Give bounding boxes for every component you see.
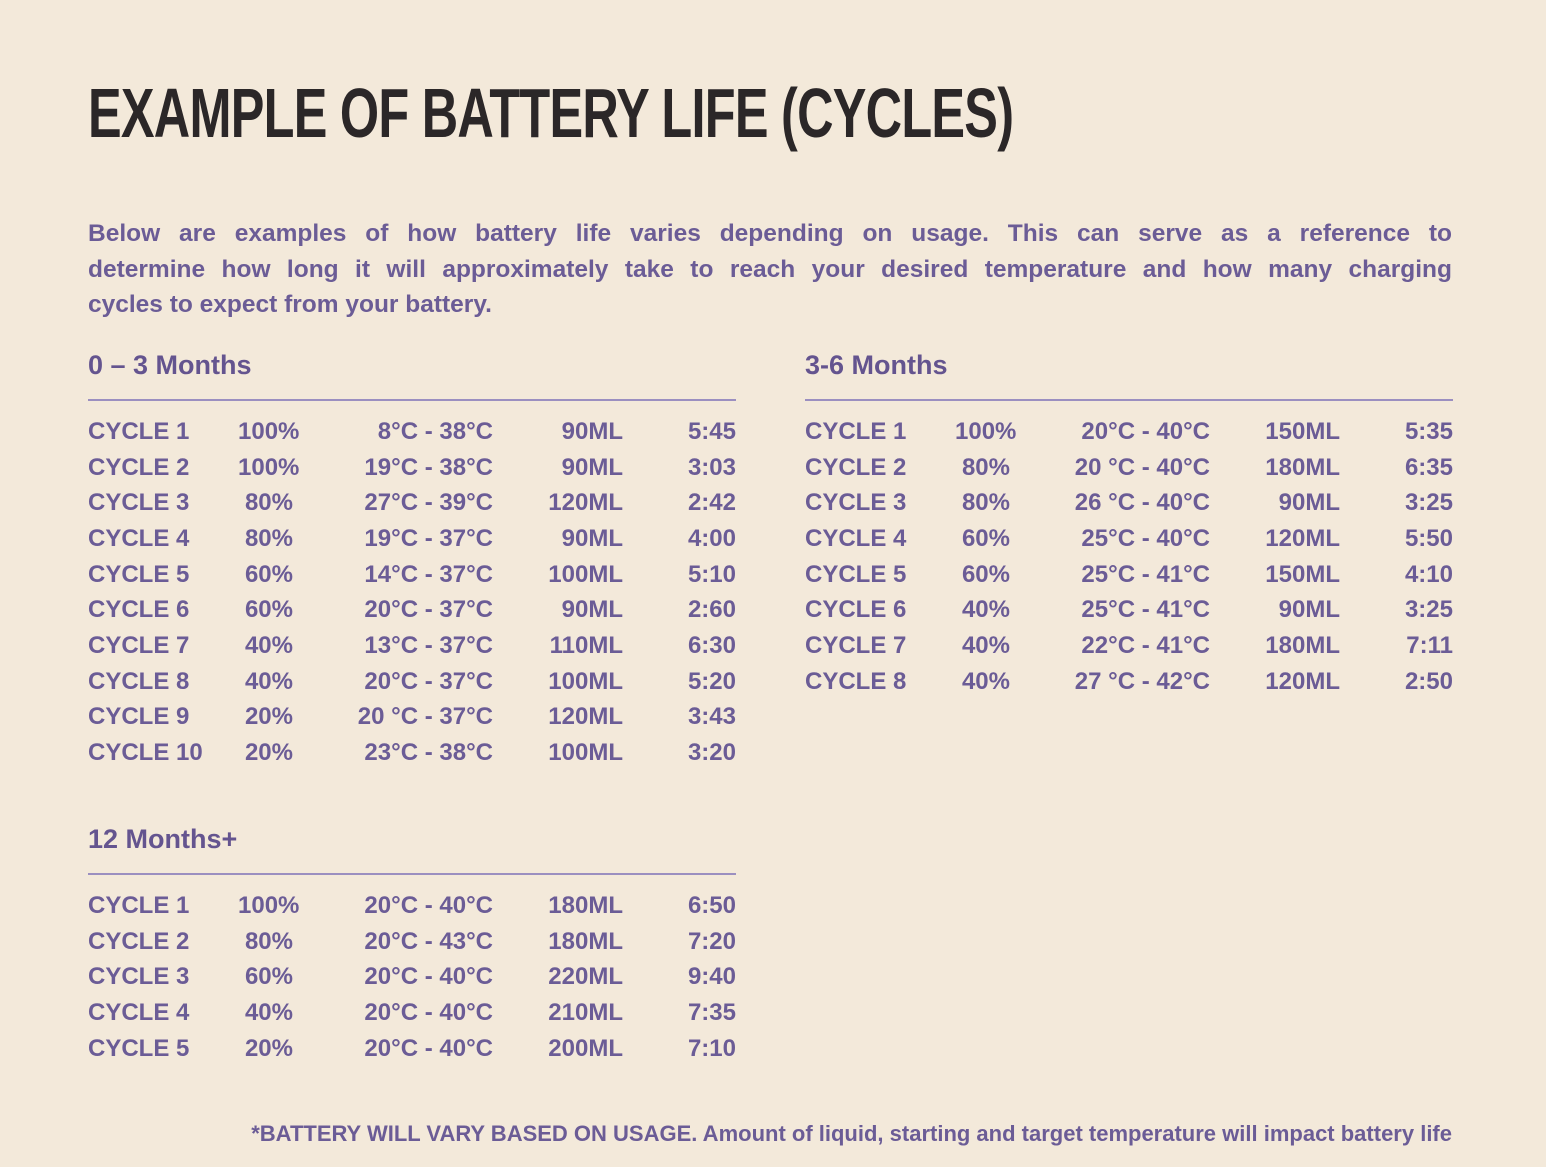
temperature-range: 14°C - 37°C	[364, 560, 493, 588]
temperature-range: 25°C - 41°C	[1081, 560, 1210, 588]
table-row	[88, 1031, 736, 1067]
liquid-volume: 90ML	[1278, 596, 1340, 624]
cycle-label: CYCLE 4	[88, 998, 190, 1026]
section-heading: 0 – 3 Months	[88, 350, 252, 380]
liquid-volume: 100ML	[548, 667, 623, 695]
liquid-volume: 220ML	[548, 963, 623, 991]
temperature-range: 25°C - 40°C	[1081, 524, 1210, 552]
temperature-range: 20°C - 40°C	[364, 998, 493, 1026]
cycle-label: CYCLE 1	[88, 891, 190, 919]
liquid-volume: 110ML	[549, 631, 623, 659]
table-row	[88, 414, 736, 450]
liquid-volume: 180ML	[548, 927, 623, 955]
battery-percent: 40%	[961, 667, 1010, 695]
charge-time: 7:35	[687, 998, 736, 1026]
section-0-3-months	[88, 350, 736, 771]
section-heading: 12 Months+	[88, 824, 238, 854]
table-row	[88, 995, 736, 1031]
liquid-volume: 100ML	[548, 560, 623, 588]
table-row	[805, 450, 1453, 486]
table-row	[88, 485, 736, 521]
charge-time: 2:42	[687, 489, 736, 517]
battery-percent: 100%	[955, 417, 1017, 445]
table-row	[88, 888, 736, 924]
charge-time: 5:45	[687, 417, 736, 445]
charge-time: 6:30	[687, 631, 736, 659]
section-12-months-plus	[88, 824, 736, 1066]
temperature-range: 19°C - 37°C	[364, 524, 493, 552]
temperature-range: 27°C - 39°C	[364, 489, 493, 517]
section-divider	[88, 399, 736, 401]
battery-percent: 60%	[961, 524, 1010, 552]
battery-percent: 60%	[244, 596, 293, 624]
temperature-range: 20°C - 43°C	[364, 927, 493, 955]
charge-time: 3:03	[687, 453, 736, 481]
charge-time: 7:20	[687, 927, 736, 955]
liquid-volume: 120ML	[1265, 524, 1340, 552]
charge-time: 5:10	[687, 560, 736, 588]
temperature-range: 26 °C - 40°C	[1074, 489, 1210, 517]
battery-percent: 80%	[961, 489, 1010, 517]
cycle-table	[88, 888, 736, 1066]
intro-paragraph	[88, 216, 1452, 323]
liquid-volume: 150ML	[1265, 417, 1340, 445]
battery-percent: 60%	[244, 560, 293, 588]
charge-time: 7:10	[687, 1034, 736, 1062]
table-row	[805, 485, 1453, 521]
charge-time: 3:20	[687, 739, 736, 767]
cycle-label: CYCLE 6	[805, 596, 907, 624]
table-row	[88, 557, 736, 593]
table-row	[805, 664, 1453, 700]
section-divider	[805, 399, 1453, 401]
table-row	[88, 700, 736, 736]
cycle-label: CYCLE 2	[88, 927, 190, 955]
liquid-volume: 120ML	[548, 703, 623, 731]
cycle-label: CYCLE 1	[88, 417, 190, 445]
charge-time: 2:50	[1404, 667, 1453, 695]
cycle-label: CYCLE 1	[805, 417, 907, 445]
table-row	[88, 450, 736, 486]
charge-time: 3:25	[1404, 596, 1453, 624]
temperature-range: 19°C - 38°C	[364, 453, 493, 481]
battery-percent: 40%	[961, 631, 1010, 659]
battery-percent: 60%	[961, 560, 1010, 588]
liquid-volume: 180ML	[1265, 631, 1340, 659]
temperature-range: 22°C - 41°C	[1081, 631, 1210, 659]
charge-time: 5:20	[687, 667, 736, 695]
temperature-range: 20 °C - 40°C	[1074, 453, 1210, 481]
temperature-range: 13°C - 37°C	[364, 631, 493, 659]
table-row	[805, 592, 1453, 628]
liquid-volume: 120ML	[1265, 667, 1340, 695]
temperature-range: 25°C - 41°C	[1081, 596, 1210, 624]
cycle-label: CYCLE 10	[88, 739, 203, 767]
cycle-label: CYCLE 4	[88, 524, 190, 552]
table-row	[88, 924, 736, 960]
cycle-label: CYCLE 5	[88, 560, 190, 588]
battery-percent: 20%	[244, 739, 293, 767]
table-row	[805, 521, 1453, 557]
section-heading: 3-6 Months	[805, 350, 948, 380]
battery-percent: 20%	[244, 703, 293, 731]
battery-percent: 60%	[244, 963, 293, 991]
page-title: EXAMPLE OF BATTERY LIFE (CYCLES)	[88, 74, 1014, 152]
charge-time: 3:43	[687, 703, 736, 731]
charge-time: 2:60	[687, 596, 736, 624]
cycle-label: CYCLE 4	[805, 524, 907, 552]
battery-percent: 80%	[244, 927, 293, 955]
cycle-label: CYCLE 8	[805, 667, 907, 695]
battery-percent: 80%	[244, 489, 293, 517]
table-row	[805, 414, 1453, 450]
temperature-range: 20°C - 40°C	[364, 1034, 493, 1062]
liquid-volume: 90ML	[561, 417, 623, 445]
section-divider	[88, 873, 736, 875]
temperature-range: 27 °C - 42°C	[1074, 667, 1210, 695]
battery-percent: 100%	[238, 417, 300, 445]
charge-time: 4:00	[687, 524, 736, 552]
table-row	[88, 592, 736, 628]
table-row	[88, 521, 736, 557]
battery-percent: 40%	[961, 596, 1010, 624]
charge-time: 9:40	[687, 963, 736, 991]
cycle-label: CYCLE 2	[805, 453, 907, 481]
footnote: *BATTERY WILL VARY BASED ON USAGE. Amount of liquid, starting and target temperature will impact battery life	[251, 1121, 1452, 1146]
liquid-volume: 180ML	[1265, 453, 1340, 481]
intro-line-3: cycles to expect from your battery.	[88, 291, 492, 318]
temperature-range: 20°C - 40°C	[1081, 417, 1210, 445]
charge-time: 6:50	[687, 891, 736, 919]
temperature-range: 20°C - 40°C	[364, 891, 493, 919]
temperature-range: 20°C - 37°C	[364, 596, 493, 624]
cycle-label: CYCLE 3	[805, 489, 907, 517]
cycle-label: CYCLE 2	[88, 453, 190, 481]
intro-line-2: determine how long it will approximately take to reach your desired temperature and how many charging	[88, 255, 1452, 283]
battery-percent: 20%	[244, 1034, 293, 1062]
table-row	[88, 664, 736, 700]
cycle-label: CYCLE 5	[805, 560, 907, 588]
battery-percent: 40%	[244, 998, 293, 1026]
liquid-volume: 210ML	[548, 998, 623, 1026]
charge-time: 4:10	[1404, 560, 1453, 588]
section-3-6-months	[805, 350, 1453, 700]
cycle-table	[88, 414, 736, 771]
cycle-label: CYCLE 3	[88, 489, 190, 517]
temperature-range: 23°C - 38°C	[364, 739, 493, 767]
table-row	[88, 735, 736, 771]
battery-percent: 40%	[244, 667, 293, 695]
temperature-range: 20°C - 37°C	[364, 667, 493, 695]
liquid-volume: 90ML	[1278, 489, 1340, 517]
liquid-volume: 150ML	[1265, 560, 1340, 588]
battery-percent: 80%	[961, 453, 1010, 481]
cycle-label: CYCLE 7	[805, 631, 907, 659]
battery-percent: 80%	[244, 524, 293, 552]
table-row	[805, 557, 1453, 593]
charge-time: 5:50	[1404, 524, 1453, 552]
table-row	[88, 959, 736, 995]
battery-percent: 100%	[238, 453, 300, 481]
cycle-table	[805, 414, 1453, 700]
liquid-volume: 90ML	[561, 596, 623, 624]
liquid-volume: 100ML	[548, 739, 623, 767]
cycle-label: CYCLE 3	[88, 963, 190, 991]
liquid-volume: 90ML	[561, 453, 623, 481]
battery-percent: 40%	[244, 631, 293, 659]
charge-time: 6:35	[1404, 453, 1453, 481]
temperature-range: 20°C - 40°C	[364, 963, 493, 991]
liquid-volume: 200ML	[548, 1034, 623, 1062]
cycle-label: CYCLE 9	[88, 703, 190, 731]
battery-percent: 100%	[238, 891, 300, 919]
temperature-range: 8°C - 38°C	[377, 417, 493, 445]
charge-time: 7:11	[1406, 631, 1453, 659]
table-row	[805, 628, 1453, 664]
charge-time: 5:35	[1404, 417, 1453, 445]
liquid-volume: 180ML	[548, 891, 623, 919]
charge-time: 3:25	[1404, 489, 1453, 517]
cycle-label: CYCLE 7	[88, 631, 190, 659]
temperature-range: 20 °C - 37°C	[357, 703, 493, 731]
intro-line-1: Below are examples of how battery life varies depending on usage. This can serve as a reference to	[88, 220, 1452, 247]
liquid-volume: 90ML	[561, 524, 623, 552]
liquid-volume: 120ML	[548, 489, 623, 517]
cycle-label: CYCLE 5	[88, 1034, 190, 1062]
cycle-label: CYCLE 8	[88, 667, 190, 695]
cycle-label: CYCLE 6	[88, 596, 190, 624]
table-row	[88, 628, 736, 664]
